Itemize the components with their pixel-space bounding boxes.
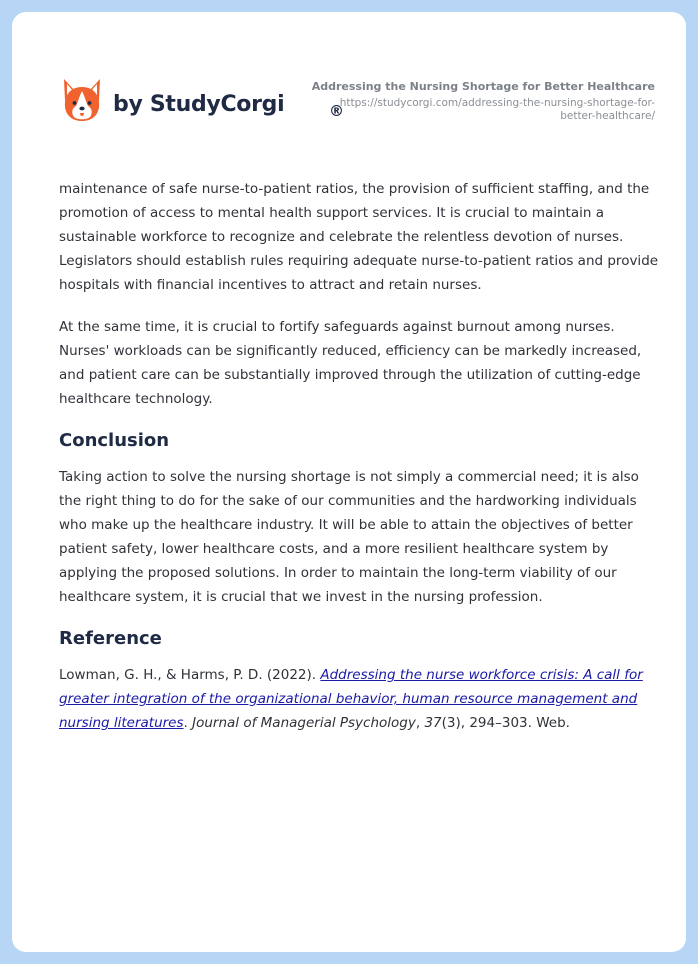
conclusion-heading: Conclusion	[59, 430, 170, 451]
body-paragraph-1: maintenance of safe nurse-to-patient ratios, the provision of sufficient staffing, and the promotion of access to mental health support services. It is crucial to maintain a sustainable workforce to recognize and celebrate the relentless devotion of nurses. Legislators should establish rules requiring adequate nurse-to-patient ratios and provide hospitals with financial incentives to attract and retain nurses.	[59, 181, 659, 293]
corgi-logo-icon	[61, 77, 103, 123]
document-meta	[295, 80, 655, 123]
document-url-line-1: https://studycorgi.com/addressing-the-nursing-shortage-for-	[339, 97, 655, 109]
reference-title-link[interactable]: Addressing the nurse workforce crisis: A call for greater integration of the organizational behavior, human resource management and nursing literatures	[59, 667, 643, 731]
brand[interactable]	[61, 77, 344, 123]
registered-mark: ®	[329, 102, 344, 120]
reference-heading: Reference	[59, 628, 162, 649]
reference-authors: Lowman, G. H., & Harms, P. D. (2022).	[59, 667, 321, 683]
reference-title-sep: .	[183, 715, 193, 731]
reference-journal: Journal of Managerial Psychology	[192, 715, 416, 731]
conclusion-paragraph: Taking action to solve the nursing shortage is not simply a commercial need; it is also the right thing to do for the sake of our communities and the hardworking individuals who make up the healthcare industry. It will be able to attain the objectives of better patient safety, lower healthcare costs, and a more resilient healthcare system by applying the proposed solutions. In order to maintain the long-term viability of our healthcare system, it is crucial that we invest in the nursing profession.	[59, 469, 639, 605]
document-body	[59, 177, 659, 753]
document-title: Addressing the Nursing Shortage for Better Healthcare	[311, 80, 655, 93]
brand-name: by StudyCorgi	[113, 91, 285, 117]
document-url[interactable]	[295, 97, 655, 123]
reference-journal-sep: ,	[415, 715, 425, 731]
reference-pages: (3), 294–303. Web.	[441, 715, 570, 731]
reference-entry	[59, 663, 659, 735]
document-url-line-2: better-healthcare/	[560, 110, 655, 122]
body-paragraph-2: At the same time, it is crucial to fortify safeguards against burnout among nurses. Nurses' workloads can be significantly reduced, efficiency can be markedly increased, and patient care can be substantially improved through the utilization of cutting-edge healthcare technology.	[59, 319, 642, 407]
document-page	[12, 12, 686, 952]
reference-volume: 37	[424, 715, 442, 731]
